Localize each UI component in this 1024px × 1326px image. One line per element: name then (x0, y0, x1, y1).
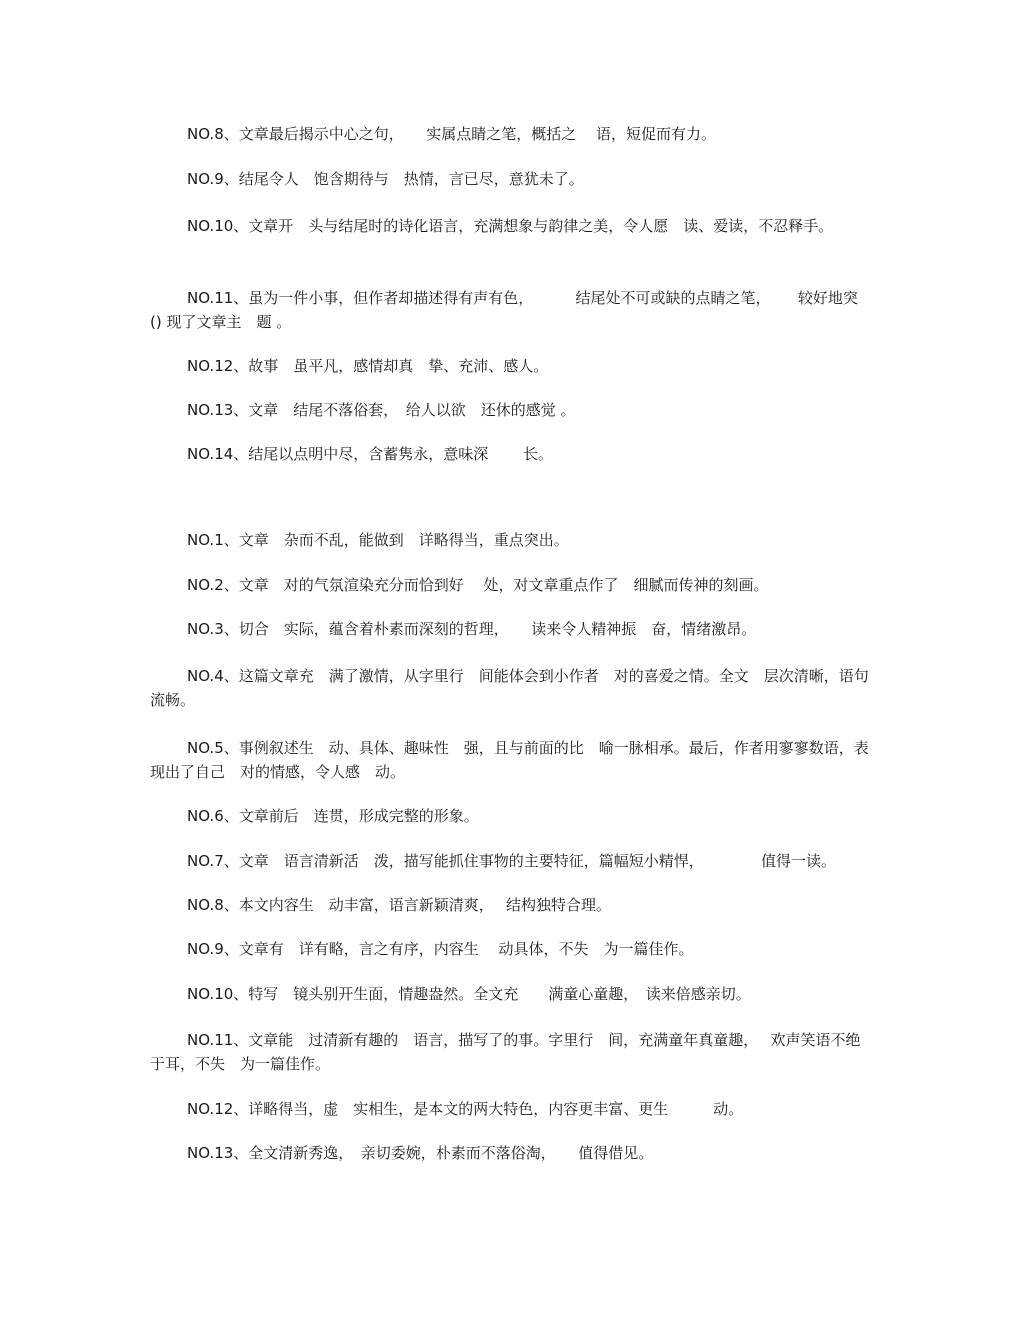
paragraph: NO.6、文章前后 连贯，形成完整的形象。 (187, 807, 479, 825)
paragraph: NO.10、文章开 头与结尾时的诗化语言，充满想象与韵律之美，令人愿 读、爱读，不忍释手。 (187, 217, 834, 235)
paragraph: NO.13、全文清新秀逸， 亲切委婉，朴素而不落俗淘， 值得借见。 (187, 1144, 654, 1162)
paragraph: NO.9、文章有 详有略，言之有序，内容生 动具体，不失 为一篇佳作。 (187, 940, 694, 958)
paragraph: NO.13、文章 结尾不落俗套， 给人以欲 还休的感觉 。 (187, 401, 576, 419)
paragraph: NO.11、虽为一件小事，但作者却描述得有声有色， 结尾处不可或缺的点睛之笔， 较好地突 () 现了文章主 题 。 (150, 289, 863, 331)
paragraph: NO.10、特写 镜头别开生面，情趣盎然。全文充 满童心童趣， 读来倍感亲切。 (187, 985, 751, 1003)
paragraph: NO.8、文章最后揭示中心之句， 实属点睛之笔，概括之 语，短促而有力。 (187, 125, 717, 143)
paragraph: NO.2、文章 对的气氛渲染充分而恰到好 处，对文章重点作了 细腻而传神的刻画。 (187, 576, 769, 594)
paragraph: NO.9、结尾令人 饱含期待与 热情，言已尽，意犹未了。 (187, 170, 584, 188)
paragraph: NO.8、本文内容生 动丰富，语言新颖清爽， 结构独特合理。 (187, 896, 612, 914)
paragraph: NO.3、切合 实际，蕴含着朴素而深刻的哲理， 读来令人精神振 奋，情绪激昂。 (187, 620, 757, 638)
paragraph: NO.14、结尾以点明中尽，含蓄隽永，意味深 长。 (187, 445, 554, 463)
paragraph: NO.12、详略得当，虚 实相生，是本文的两大特色，内容更丰富、更生 动。 (187, 1100, 744, 1118)
paragraph: NO.4、这篇文章充 满了激情，从字里行 间能体会到小作者 对的喜爱之情。全文 层次清晰，语句流畅。 (150, 667, 869, 709)
paragraph: NO.11、文章能 过清新有趣的 语言，描写了的事。字里行 间，充满童年真童趣， 欢声笑语不绝于耳，不失 为一篇佳作。 (150, 1031, 861, 1073)
paragraph: NO.5、事例叙述生 动、具体、趣味性 强，且与前面的比 喻一脉相承。最后，作者用寥寥数语，表现出了自己 对的情感，令人感 动。 (150, 739, 869, 781)
paragraph: NO.1、文章 杂而不乱，能做到 详略得当，重点突出。 (187, 531, 569, 549)
paragraph: NO.7、文章 语言清新活 泼，描写能抓住事物的主要特征，篇幅短小精悍， 值得一读。 (187, 852, 837, 870)
paragraph: NO.12、故事 虽平凡，感情却真 挚、充沛、感人。 (187, 357, 549, 375)
